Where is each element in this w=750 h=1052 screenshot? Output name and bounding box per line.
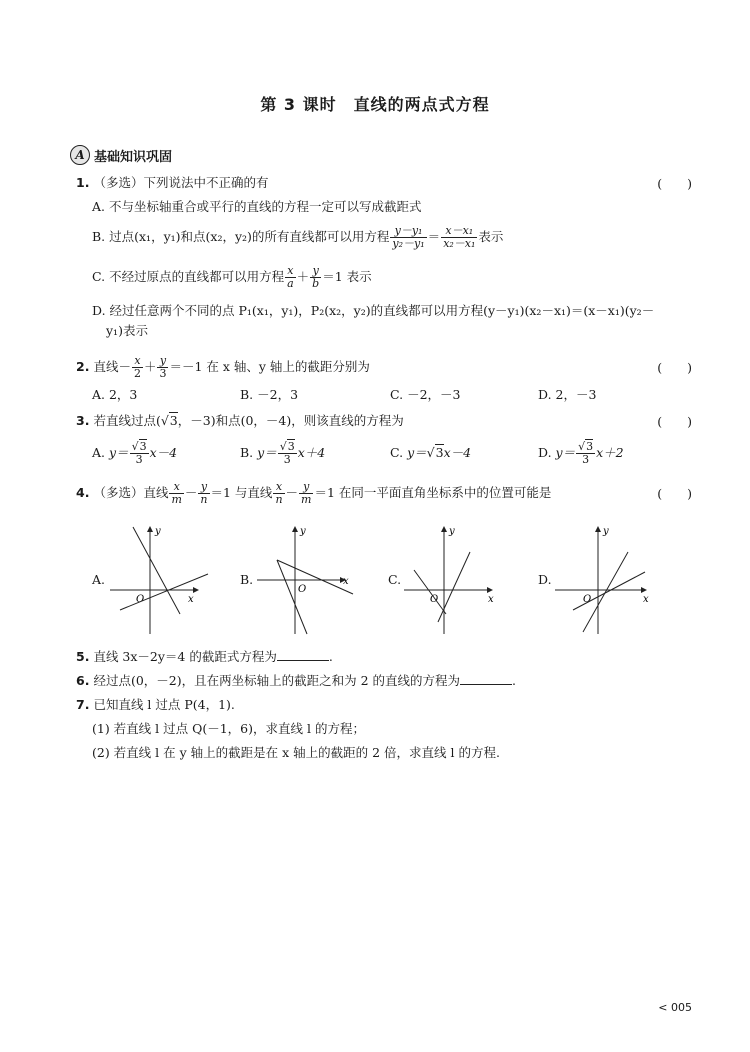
line-1 bbox=[414, 570, 446, 614]
question-1-option-c: C. 不经过原点的直线都可以用方程 $\frac{x}{a}$ ＋ $\frac{y}{b}$ ＝1 表示 bbox=[92, 264, 372, 290]
question-3-option-b: B. y＝ $\frac{√3}{3}$ x＋4 bbox=[240, 440, 326, 466]
question-2-option-a: A. 2，3 bbox=[92, 387, 138, 402]
origin-label: O bbox=[583, 594, 592, 605]
fraction: $\frac{x}{m}$ bbox=[171, 480, 182, 506]
fraction: $\frac{y}{m}$ bbox=[301, 480, 312, 506]
x-axis-arrow-icon bbox=[193, 587, 199, 593]
question-2-option-b: B. －2，3 bbox=[240, 387, 299, 402]
question-7-stem: 7. 已知直线 l 过点 P(4，1). bbox=[76, 697, 235, 712]
origin-label: O bbox=[430, 594, 439, 605]
section-label: 基础知识巩固 bbox=[94, 149, 173, 165]
line-2 bbox=[438, 552, 470, 622]
y-axis-label: y bbox=[449, 526, 455, 537]
question-7-part-1: (1) 若直线 l 过点 Q(－1，6)，求直线 l 的方程； bbox=[92, 721, 365, 736]
graph-c bbox=[402, 522, 507, 637]
graph-d-label: D. bbox=[538, 572, 552, 587]
x-axis-arrow-icon bbox=[641, 587, 647, 593]
section-badge-icon: A bbox=[70, 145, 90, 165]
question-6: 6. 经过点(0，－2)，且在两坐标轴上的截距之和为 2 的直线的方程为 . bbox=[76, 673, 516, 688]
y-axis-arrow-icon bbox=[595, 526, 601, 532]
question-3-stem: 3. 若直线过点(√3，－3)和点(0，－4)，则该直线的方程为 bbox=[76, 413, 404, 428]
y-axis-label: y bbox=[155, 526, 161, 537]
x-axis-label: x bbox=[188, 594, 194, 605]
origin-label: O bbox=[298, 584, 307, 595]
graph-d bbox=[553, 522, 658, 637]
fraction: $\frac{y}{b}$ bbox=[312, 264, 320, 290]
question-1-option-a: A. 不与坐标轴重合或平行的直线的方程一定可以写成截距式 bbox=[92, 199, 422, 214]
y-axis-label: y bbox=[603, 526, 609, 537]
question-5: 5. 直线 3x－2y＝4 的截距式方程为 . bbox=[76, 649, 333, 664]
y-axis-arrow-icon bbox=[147, 526, 153, 532]
x-axis-arrow-icon bbox=[487, 587, 493, 593]
fraction: $\frac{x}{n}$ bbox=[275, 480, 283, 506]
fraction: $\frac{√3}{3}$ bbox=[131, 440, 147, 466]
fraction: $\frac{\text{x－x₁}}{\text{x₂－x₁}}$ bbox=[443, 224, 476, 250]
question-3-answer-paren: ( ) bbox=[657, 414, 692, 429]
page-number: < 005 bbox=[658, 1001, 692, 1014]
graph-b-label: B. bbox=[240, 572, 254, 587]
graph-b bbox=[255, 522, 360, 637]
question-3-option-c: C. y＝√3x－4 bbox=[390, 445, 472, 460]
origin-label: O bbox=[136, 594, 145, 605]
question-1-option-d-line2: y₁)表示 bbox=[106, 323, 148, 338]
fraction: $\frac{√3}{3}$ bbox=[279, 440, 295, 466]
answer-blank[interactable] bbox=[277, 648, 329, 661]
question-2-option-d: D. 2，－3 bbox=[538, 387, 597, 402]
graph-c-label: C. bbox=[388, 572, 402, 587]
section-header bbox=[70, 145, 172, 165]
graph-a-label: A. bbox=[92, 572, 106, 587]
fraction: $\frac{\text{y－y₁}}{\text{y₂－y₁}}$ bbox=[392, 224, 425, 250]
question-7-part-2: (2) 若直线 l 在 y 轴上的截距是在 x 轴上的截距的 2 倍，求直线 l 的方程. bbox=[92, 745, 500, 760]
x-axis-label: x bbox=[643, 594, 649, 605]
question-1-answer-paren: ( ) bbox=[657, 176, 692, 191]
line-1 bbox=[583, 552, 628, 632]
question-2-stem: 2. 直线－ $\frac{x}{2}$ ＋ $\frac{y}{3}$ ＝－1 在 x 轴、y 轴上的截距分别为 bbox=[76, 354, 370, 380]
fraction: $\frac{y}{n}$ bbox=[200, 480, 208, 506]
x-axis-label: x bbox=[343, 576, 349, 587]
line-2 bbox=[573, 572, 645, 610]
question-1-option-d-line1: D. 经过任意两个不同的点 P₁(x₁，y₁)，P₂(x₂，y₂)的直线都可以用方程(y－y₁)(x₂－x₁)＝(x－x₁)(y₂－ bbox=[92, 303, 655, 318]
fraction: $\frac{√3}{3}$ bbox=[578, 440, 594, 466]
fraction: $\frac{x}{a}$ bbox=[287, 264, 294, 290]
question-4-stem: 4. （多选）直线 $\frac{x}{m}$ － $\frac{y}{n}$ ＝1 与直线 $\frac{x}{n}$ － $\frac{y}{m}$ ＝1 在同一平面直角坐标系中的位置可能是 bbox=[76, 480, 552, 506]
x-axis-label: x bbox=[488, 594, 494, 605]
question-3-option-d: D. y＝ $\frac{√3}{3}$ x＋2 bbox=[538, 440, 624, 466]
question-4-answer-paren: ( ) bbox=[657, 486, 692, 501]
y-axis-arrow-icon bbox=[292, 526, 298, 532]
answer-blank[interactable] bbox=[460, 672, 512, 685]
question-2-answer-paren: ( ) bbox=[657, 360, 692, 375]
fraction: $\frac{y}{3}$ bbox=[159, 354, 167, 380]
question-1-stem: 1. （多选）下列说法中不正确的有 bbox=[76, 175, 269, 190]
y-axis-label: y bbox=[300, 526, 306, 537]
page-title: 第 3 课时 直线的两点式方程 bbox=[260, 95, 490, 114]
question-1-option-b: B. 过点(x₁，y₁)和点(x₂，y₂)的所有直线都可以用方程 $\frac{\text{y－y₁}}{\text{y₂－y₁}}$ ＝ $\frac{\text{x－x₁}}{\text{x₂－x₁}}$ 表示 bbox=[92, 224, 504, 250]
y-axis-arrow-icon bbox=[441, 526, 447, 532]
question-2-option-c: C. －2，－3 bbox=[390, 387, 461, 402]
question-3-option-a: A. y＝ $\frac{√3}{3}$ x－4 bbox=[92, 440, 178, 466]
graph-a bbox=[108, 522, 213, 637]
fraction: $\frac{x}{2}$ bbox=[133, 354, 141, 380]
